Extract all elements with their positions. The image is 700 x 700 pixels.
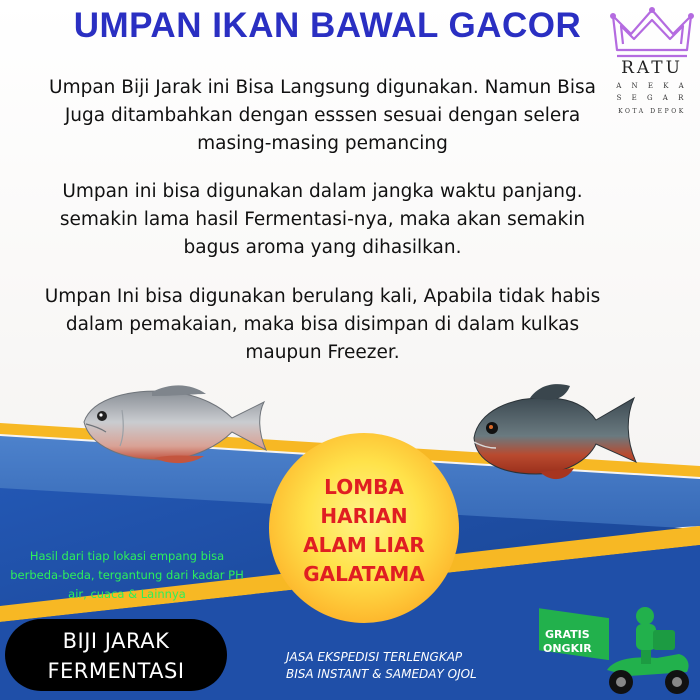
expedition-line-1: JASA EKSPEDISI TERLENGKAP xyxy=(286,650,463,664)
logo-subtitle-1: A N E K A xyxy=(616,82,688,90)
badge-line-3: ALAM LIAR xyxy=(303,533,425,557)
page-title: UMPAN IKAN BAWAL GACOR xyxy=(73,6,582,45)
product-label-line-2: FERMENTASI xyxy=(47,659,185,683)
piranha-fish-image xyxy=(470,382,640,482)
competition-badge xyxy=(269,433,459,623)
logo-location: KOTA DEPOK xyxy=(618,108,686,115)
badge-line-2: HARIAN xyxy=(320,504,408,528)
paragraph-2: Umpan ini bisa digunakan dalam jangka waktu panjang. semakin lama hasil Fermentasi-nya, maka akan semakin bagus aroma yang dihasilkan. xyxy=(59,181,586,258)
pomfret-fish-image xyxy=(82,380,272,468)
expedition-info xyxy=(286,649,536,683)
logo-subtitle-2: S E G A R xyxy=(616,94,688,102)
badge-line-4: GALATAMA xyxy=(303,562,425,586)
product-label-line-1: BIJI JARAK xyxy=(62,629,170,653)
disclaimer-note: Hasil dari tiap lokasi empang bisa berbeda-beda, tergantung dari kadar PH air, cuaca & Lainnya xyxy=(10,549,244,601)
product-label xyxy=(5,619,227,691)
free-shipping-graphic xyxy=(537,606,697,698)
expedition-line-2: BISA INSTANT & SAMEDAY OJOL xyxy=(286,667,477,681)
free-shipping-line-1: GRATIS xyxy=(545,628,590,641)
crown-icon xyxy=(607,6,697,61)
free-shipping-line-2: ONGKIR xyxy=(543,642,592,655)
logo-name: RATU xyxy=(621,58,683,78)
brand-logo xyxy=(607,6,697,126)
paragraph-3: Umpan Ini bisa digunakan berulang kali, Apabila tidak habis dalam pemakaian, maka bisa disimpan di dalam kulkas maupun Freezer. xyxy=(44,286,601,363)
badge-line-1: LOMBA xyxy=(324,475,404,499)
paragraph-1: Umpan Biji Jarak ini Bisa Langsung digunakan. Namun Bisa Juga ditambahkan dengan esssen sesuai dengan selera masing-masing pemancing xyxy=(49,77,596,154)
